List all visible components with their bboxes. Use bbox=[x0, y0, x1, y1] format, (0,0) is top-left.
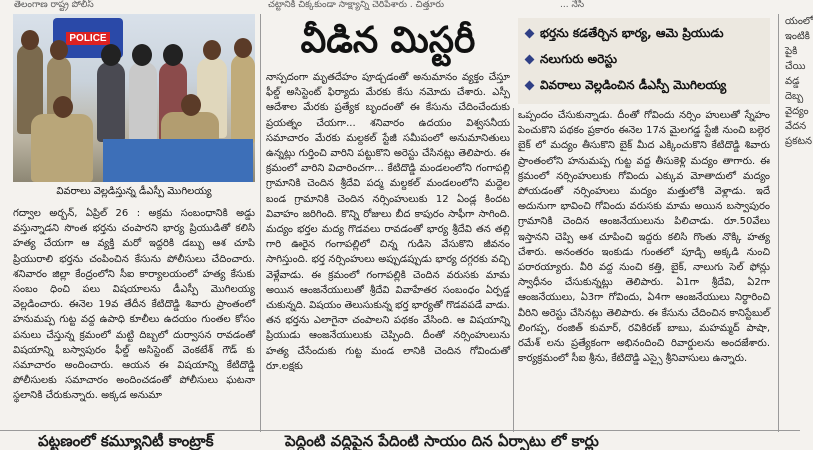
bullet-icon bbox=[525, 29, 535, 39]
column-divider bbox=[260, 14, 261, 432]
bullet-icon bbox=[525, 55, 535, 65]
officer-figure bbox=[231, 54, 255, 144]
masked-face bbox=[101, 44, 121, 66]
officer-head bbox=[234, 38, 252, 58]
column-divider bbox=[513, 108, 514, 432]
masked-face bbox=[132, 44, 152, 66]
accused-figure bbox=[97, 62, 125, 142]
officer-head bbox=[50, 40, 68, 60]
adjacent-article-column: యంలో ఇంటికి పైకి చేయి వడ్డ దెబ్బ వైద్యం వేదన ప్రకటన bbox=[785, 16, 813, 147]
column-divider bbox=[778, 14, 779, 432]
highlight-item bbox=[526, 26, 724, 43]
article-column-2 bbox=[266, 70, 510, 430]
highlight-text: వివరాలు వెల్లడించిన డీఎస్పీ మొగిలయ్య bbox=[540, 78, 727, 92]
top-strip-right: ... నేసీ bbox=[560, 0, 585, 10]
officer-head bbox=[181, 94, 201, 116]
top-strip bbox=[0, 0, 800, 12]
column-1-text: గద్వాల అర్బన్, ఏప్రిల్ 26 : అక్రమ సంబంధానికి అడ్డు వస్తున్నాడని సొంత భర్తను చంపారని భార్య ప్రియుడితో కలిసి హత్య చేయగా ఆ వ్యక్తి మరో ఇద్దరికి డబ్బు ఆశ చూపి ప్రియురాలి భర్తను చంపించిన కేసును పోలీసులు చేదించారు. శనివారం జిల్లా కేంద్రంలోని సీఐ కార్యాలయంలో హత్య కేసుకు సంబం ధించి పలు విషయాలను డీఎస్పీ మొగిలయ్య వెల్లడించారు. ఈనెల 19వ తేదీన కేటిదొడ్డి శివారు ప్రాంతంలో హనుమప్ప గుట్ట వద్ద ఉపాధి కూలీలు ఉదయం గుంతల కోసం పనులు చేస్తున్న క్రమంలో మట్టి దిబ్బలో దుర్వాసన రావడంతో విషయాన్ని బస్వాపురం ఫీల్డ్ అసిస్టెంట్ వెంకటేశ్ గౌడ్ కు సమాచారం అందించారు. ఆయన ఈ విషయాన్ని కేటిదొడ్డి పోలీసులకు సమాచారం అందించడంతో పోలీసులు ఘటనా స్థలానికి చేరుకున్నారు. అక్కడ అనుమా bbox=[13, 208, 255, 402]
news-photo bbox=[13, 14, 255, 182]
table bbox=[103, 139, 253, 182]
column-2-text: నాస్పదంగా మృతదేహం పూడ్చడంతో అనుమానం వ్యక్తం చేస్తూ ఫీల్డ్ అసిస్టెంట్ ఫిర్యాదు మేరకు కేసు నమోదు చేశారు. ఎస్పీ ఆదేశాల మేరకు ప్రత్యేక బృందంతో ఈ కేసును చేదించేందుకు ప్రయత్నం చేయగా... శనివారం ఉదయం విశ్వసనీయ సమాచారం మేరకు మల్దకల్ స్టేజీ సమీపంలో అనుమానితులు ఉన్నట్లు గుర్తించి వారిని పట్టుకొని అరెస్టు చేసినట్లు తెలిపారు. ఈ క్రమంలో వారిని విచారించగా... కేటిదొడ్డి మండలంలోని గంగాపల్లి గ్రామానికి చెందిన శ్రీదేవి పద్మ మల్దకల్ మండలంలోని మద్దెల బండ గ్రామానికి చెందిన నర్సింహులుకు 12 ఏండ్ల కిందట వివాహం జరిగింది. కొన్ని రోజులు బీద కాపురం సాఫీగా సాగింది. మద్యం భర్తల మద్య గొడవలు రావడంతో భార్య శ్రీదేవి తన తల్లి గారి ఊరైన గంగాపల్లిలో చిన్న గుడిసె వేసుకొని జీవనం సాగిస్తుంది. భర్త నర్సింహులు అప్పుడప్పుడు భార్య దగ్గరకు వచ్చి వెళ్లేవాడు. ఈ క్రమంలో గంగాపల్లికి చెందిన వరుసకు మామ అయిన ఆంజనేయులుతో శ్రీదేవి వివాహేతర సంబంధం ఏర్పడ్డ చుకున్నది. విషయం తెలుసుకున్న భర్త భార్యతో గొడవపడే వాడు. తన భర్తను ఎలాగైనా చంపాలని పథకం వేసింది. ఆ విషయాన్ని ప్రియుడు ఆంజనేయులుకు చెప్పింది. దీంతో నర్సింహులును హత్య చేసేందుకు గుట్ట మండ లానికి చెందిన గోవిందుతో రూ.లక్షకు bbox=[266, 72, 510, 372]
top-strip-middle: చట్టానికి చిక్కకుండా సాక్ష్యాన్ని చెరిపేశారు . చిత్తూరు bbox=[268, 0, 444, 10]
masked-face bbox=[163, 44, 183, 66]
photo-caption: వివరాలు వెల్లడిస్తున్న డీఎస్పీ మొగిలయ్య bbox=[13, 182, 255, 202]
highlight-item bbox=[526, 52, 617, 69]
headline: వీడిన మిస్టరీ bbox=[300, 19, 476, 61]
bullet-icon bbox=[525, 81, 535, 91]
bottom-headline-left: పట్టణంలో కమ్యూనిటీ కాంట్రాక్ bbox=[38, 432, 214, 450]
police-banner-text: POLICE bbox=[66, 32, 109, 45]
top-strip-left: తెలంగాణ రాష్ట్ర పోలీస్ bbox=[14, 0, 94, 10]
bottom-headline-right: పెద్దింటి వద్దిపైన పేదింటి సాయం దిన ఏర్పాటు లో కార్లు bbox=[285, 432, 599, 450]
column-3-text: ఒప్పందం చేసుకున్నాడు. దీంతో గోవిందు నర్సిం హులుతో స్నేహం పెంచుకొని పథకం ప్రకారం ఈనెల 17న మైలగడ్డ స్టేజీ నుంచి బల్గెర బైక్ లో మద్యం తీసుకొని బైక్ మీద ఎక్కించుకొని కేటిదొడ్డి శివారు ప్రాంతంలోని హనుమప్ప గుట్ట వద్ద తీసుకెళ్లి మద్యం తాగారు. ఈ క్రమంలో నర్సింహులుకు గోవిందు ఎక్కువ మోతాదులో మద్యం పోయడంతో నర్సింహులు మద్యం మత్తులోకి వెళ్లాడు. ఇదే అదునుగా భావించి గోవిందు వరుసకు మామ అయిన బస్వాపురం గ్రామానికి చెందిన ఆంజనేయులును పిలిచాడు. రూ.50వేలు ఇస్తానని చెప్పి ఆశ చూపించి ఇద్దరు కలిసి గొంతు నొక్కి హత్య చేశారు. అనంతరం ఇంకుడు గుంతలో పూడ్చి అక్కడి నుంచి పరారయ్యారు. వీరి వద్ద నుంచి కత్తి, బైక్, నాలుగు సెల్ ఫోన్లు స్వాధీనం చేసుకున్నట్లు తెలిపారు. ఏ1గా శ్రీదేవి, ఏ2గా ఆంజనేయులు, ఏ3గా గోవిందు, ఏ4గా ఆంజనేయులు నిర్ధారించి వీరిని అరెస్టు చేసినట్లు తెలిపారు. ఈ కేసును చేదించిన కానిస్టేబుల్ లింగప్ప, రంజిత్ కుమార్, రవికిరణ్ బాబు, మహమ్మద్ పాషా, రమేశ్ లను ప్రత్యేకంగా అభినందించి రివార్డులను అందజేశారు. కార్యక్రమంలో సీఐ శ్రీను, కేటిదొడ్డి ఎస్సై శ్రీనివాసులు ఉన్నారు. bbox=[518, 110, 770, 365]
highlight-text: నలుగురు అరెస్టు bbox=[540, 52, 617, 66]
bottom-headlines bbox=[0, 432, 800, 450]
seated-officer bbox=[31, 114, 93, 182]
article-column-3 bbox=[518, 108, 770, 430]
officer-head bbox=[21, 30, 39, 50]
section-divider bbox=[0, 430, 800, 431]
officer-head bbox=[203, 40, 221, 60]
accused-figure bbox=[129, 62, 157, 142]
highlight-item bbox=[526, 78, 726, 95]
article-column-1 bbox=[13, 206, 255, 426]
highlights-box bbox=[518, 18, 770, 104]
officer-head bbox=[53, 96, 73, 118]
highlight-text: భర్తను కడతేర్చిన భార్య, ఆమె ప్రియుడు bbox=[540, 26, 724, 40]
